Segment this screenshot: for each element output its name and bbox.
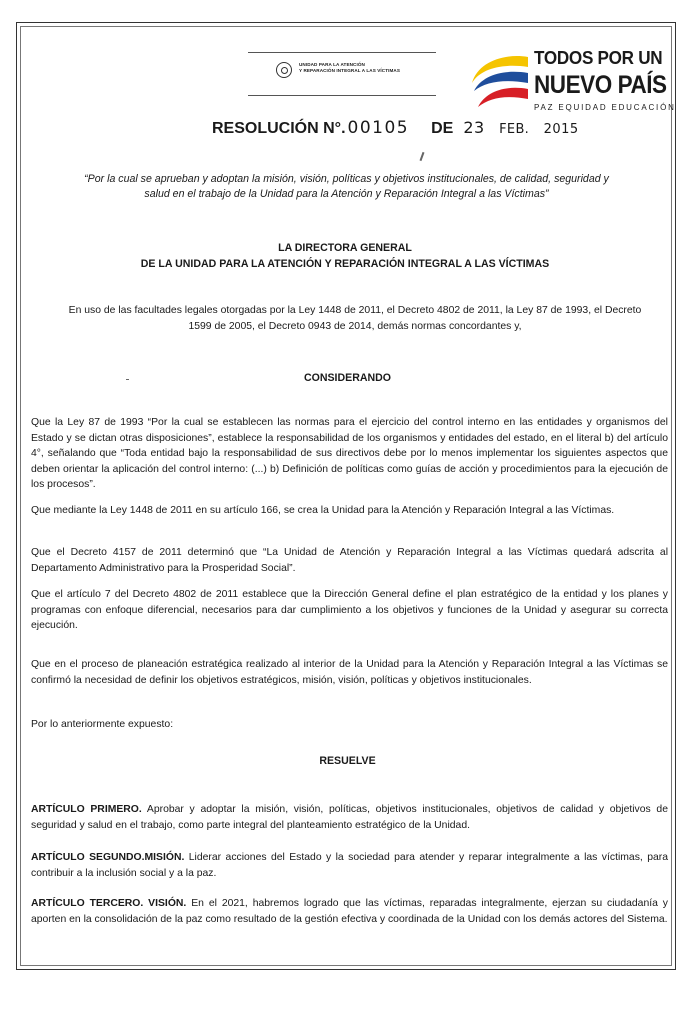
legal-faculties-paragraph: En uso de las facultades legales otorgadas por la Ley 1448 de 2011, el Decreto 4802 de 2011, la Ley 87 de 1993, el Decreto 1599 de 2005, el Decreto 0943 de 2014, demás normas concordantes y, xyxy=(68,305,642,332)
resolution-month: FEB. xyxy=(499,122,530,137)
article-title: ARTÍCULO TERCERO. VISIÓN. xyxy=(31,898,187,909)
article-title: ARTÍCULO SEGUNDO.MISIÓN. xyxy=(31,852,185,863)
article-text: En el 2021, habremos logrado que las víctimas, reparadas integralmente, ejerzan su ciudadanía y aporten en la consolidación de la paz como resultado de la gestión efectiva y coordinada de la Unidad con los demás actores del Sistema. xyxy=(31,898,668,925)
article-title: ARTÍCULO PRIMERO. xyxy=(31,804,142,815)
header-rule-top xyxy=(248,52,436,53)
considerando-paragraph: Que el artículo 7 del Decreto 4802 de 2011 establece que la Dirección General define el plan estratégico de la entidad y los planes y programas con enfoque diferencial, necesarios para dar cumplimiento a los objetivos y funciones de la Unidad y asegurar su correcta ejecución. xyxy=(31,589,668,631)
article-text: Aprobar y adoptar la misión, visión, políticas, objetivos institucionales, objetivos de calidad y objetivos de seguridad y salud en el trabajo, como parte integral del planteamiento estratégico de la Unidad. xyxy=(31,804,668,831)
article-primero xyxy=(31,802,668,833)
article-tercero xyxy=(31,896,668,927)
resolution-purpose: “Por la cual se aprueban y adoptan la misión, visión, políticas y objetivos institucionales, de calidad, seguridad y salud en el trabajo de la Unidad para la Atención y Reparación Integral a las Víctimas” xyxy=(84,173,609,200)
resolution-heading xyxy=(212,118,579,138)
considerando-paragraph: Que en el proceso de planeación estratégica realizado al interior de la Unidad para la Atención y Reparación Integral a las Víctimas se confirmó la necesidad de definir los objetivos estratégicos, misión, visión, políticas y objetivos institucionales. xyxy=(31,659,668,686)
resolution-year: 2015 xyxy=(543,122,579,137)
resolution-label: RESOLUCIÓN N°. xyxy=(212,120,346,137)
unit-name xyxy=(299,62,429,74)
header-rule-bottom xyxy=(248,95,436,96)
director-heading xyxy=(60,240,630,272)
article-segundo xyxy=(31,850,668,881)
considerando-paragraph: Que mediante la Ley 1448 de 2011 en su artículo 166, se crea la Unidad para la Atención y Reparación Integral a las Víctimas. xyxy=(31,505,615,516)
todos-por-un-nuevo-pais-logo-icon xyxy=(470,53,540,113)
article-text: Liderar acciones del Estado y la sociedad para atender y reparar integralmente a las víctimas, para contribuir a la inclusión social y a la paz. xyxy=(31,852,668,879)
scan-speck xyxy=(126,379,129,380)
resolution-de: DE xyxy=(431,120,454,137)
director-line2: DE LA UNIDAD PARA LA ATENCIÓN Y REPARACIÓN INTEGRAL A LAS VÍCTIMAS xyxy=(140,258,550,270)
considerando-paragraph: Que el Decreto 4157 de 2011 determinó que “La Unidad de Atención y Reparación Integral a las Víctimas quedará adscrita al Departamento Administrativo para la Prosperidad Social”. xyxy=(31,547,668,574)
resolution-number: 00105 xyxy=(347,118,410,138)
logo-text-line1: TODOS POR UN xyxy=(534,48,663,68)
considerando-heading: CONSIDERANDO xyxy=(303,372,392,384)
resuelve-heading: RESUELVE xyxy=(319,755,376,767)
logo-text-line3: PAZ EQUIDAD EDUCACIÓN xyxy=(534,103,676,112)
considerando-paragraph: Que la Ley 87 de 1993 “Por la cual se establecen las normas para el ejercicio del control interno en las entidades y organismos del Estado y se dictan otras disposiciones”, establece la responsabilidad de los organismos y entidades del estado, en el literal b) del artículo 4°, señalando que “Toda entidad bajo la responsabilidad de sus directivos debe por lo menos implementar los siguientes aspectos que deben orientar la aplicación del control interno: (...) b) Definición de políticas como guías de acción y procedimientos para la ejecución de los procesos”. xyxy=(31,417,668,490)
unit-name-line2: Y REPARACIÓN INTEGRAL A LAS VÍCTIMAS xyxy=(299,68,401,73)
considerando-paragraph: Por lo anteriormente expuesto: xyxy=(31,719,174,730)
director-line1: LA DIRECTORA GENERAL xyxy=(278,242,412,254)
logo-text-line2: NUEVO PAÍS xyxy=(534,71,667,99)
unit-name-line1: UNIDAD PARA LA ATENCIÓN xyxy=(299,62,365,67)
coat-of-arms-seal-icon xyxy=(276,62,292,78)
resolution-day: 23 xyxy=(463,118,485,137)
